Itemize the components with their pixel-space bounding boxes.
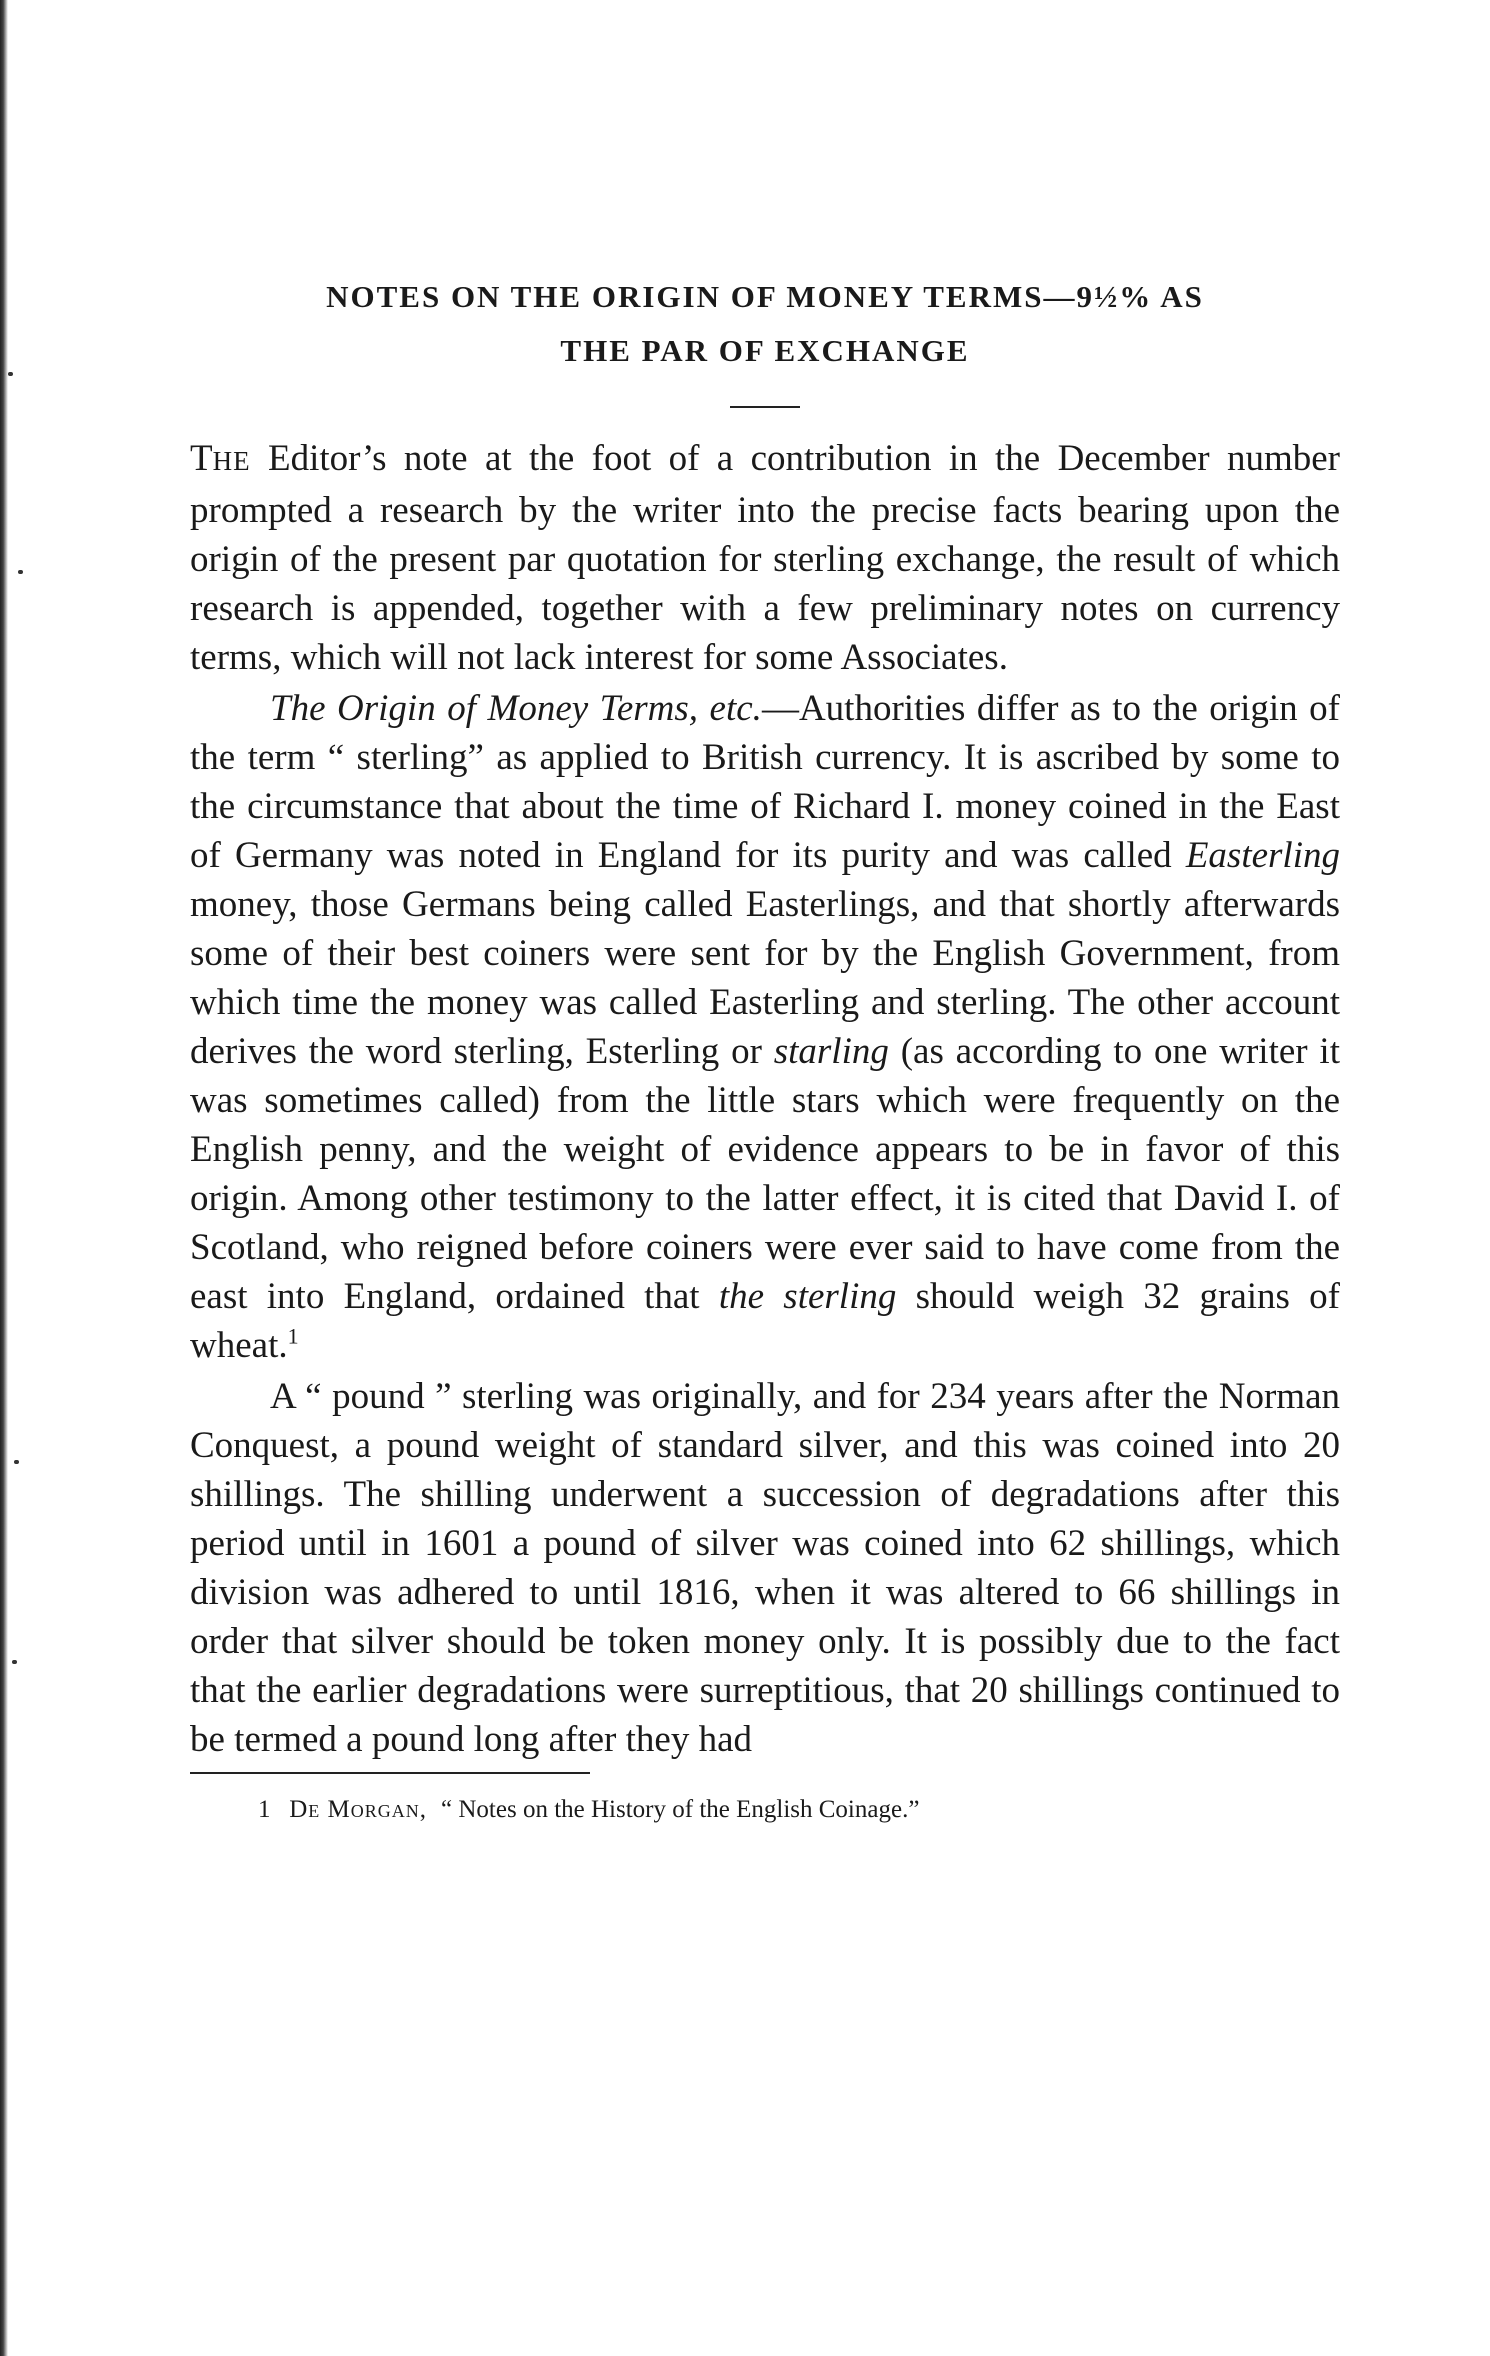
paragraph-text: A “ pound ” sterling was originally, and for 234 years after the Norman Conquest, a pound weight of standard silver, and this was coined into 20 shillings. The shilling underwent a succession of degradations after this period until in 1601 a pound of silver was coined into 62 shillings, which division was adhered to until 1816, when it was altered to 66 shillings in order that silver should be token money only. It is possibly due to the fact that the earlier degradations were surreptitious, that 20 shillings continued to be termed a pound long after they had <box>190 1376 1340 1760</box>
document-page <box>190 270 1340 1828</box>
section-title: The Origin of Money Terms, etc. <box>270 688 762 729</box>
paragraph-text: should weigh 32 grains of wheat. <box>190 1276 1340 1366</box>
footnote <box>258 1792 1340 1828</box>
drop-capital: T <box>190 438 213 479</box>
scan-mark <box>18 570 23 574</box>
paragraph-text: (as according to one writer it was sometimes called) from the little stars which were frequently on the English penny, and the weight of evidence appears to be in favor of this origin. Among other testimony to the latter effect, it is cited that David I. of Scotland, who reigned before coiners were ever said to have come from the east into England, ordained that <box>190 1031 1340 1317</box>
paragraph-text: Editor’s note at the foot of a contribution in the December number prompted a research by the writer into the precise facts bearing upon the origin of the present par quotation for sterling exchange, the result of which research is appended, together with a few preliminary notes on currency terms, which will not lack interest for some Associates. <box>190 438 1340 678</box>
footnote-mark: 1 <box>258 1796 271 1823</box>
scan-mark <box>14 1460 19 1464</box>
footnote-title: “ Notes on the History of the English Coinage.” <box>441 1796 920 1823</box>
heading-divider <box>730 406 800 408</box>
scanned-page-edge <box>0 0 8 2356</box>
scan-mark <box>12 1660 17 1664</box>
italic-term-easterling: Easterling <box>1185 835 1340 876</box>
paragraph-origin-of-money-terms <box>190 684 1340 1370</box>
footnote-author: De Morgan, <box>289 1796 428 1823</box>
italic-term-the-sterling: the sterling <box>718 1276 897 1317</box>
article-heading <box>190 270 1340 378</box>
paragraph-pound-sterling <box>190 1372 1340 1764</box>
italic-term-starling: starling <box>773 1031 889 1072</box>
paragraph-text: —Authorities differ as to the origin of the term “ sterling” as applied to British currency. It is ascribed by some to the circumstance that about the time of Richard I. money coined in the East of Germany was noted in England for its purity and was called <box>190 688 1340 876</box>
heading-line-1: NOTES ON THE ORIGIN OF MONEY TERMS—9½% AS <box>326 279 1204 314</box>
small-caps-text: HE <box>212 446 251 476</box>
footnote-reference: 1 <box>287 1323 299 1349</box>
paragraph-text: money, those Germans being called Easterlings, and that shortly afterwards some of their best coiners were sent for by the English Government, from which time the money was called Easterling and sterling. The other account derives the word sterling, Esterling or <box>190 884 1340 1072</box>
paragraph-intro <box>190 434 1340 682</box>
footnote-divider <box>190 1772 590 1774</box>
scan-mark <box>8 372 13 376</box>
heading-line-2: THE PAR OF EXCHANGE <box>560 333 970 368</box>
